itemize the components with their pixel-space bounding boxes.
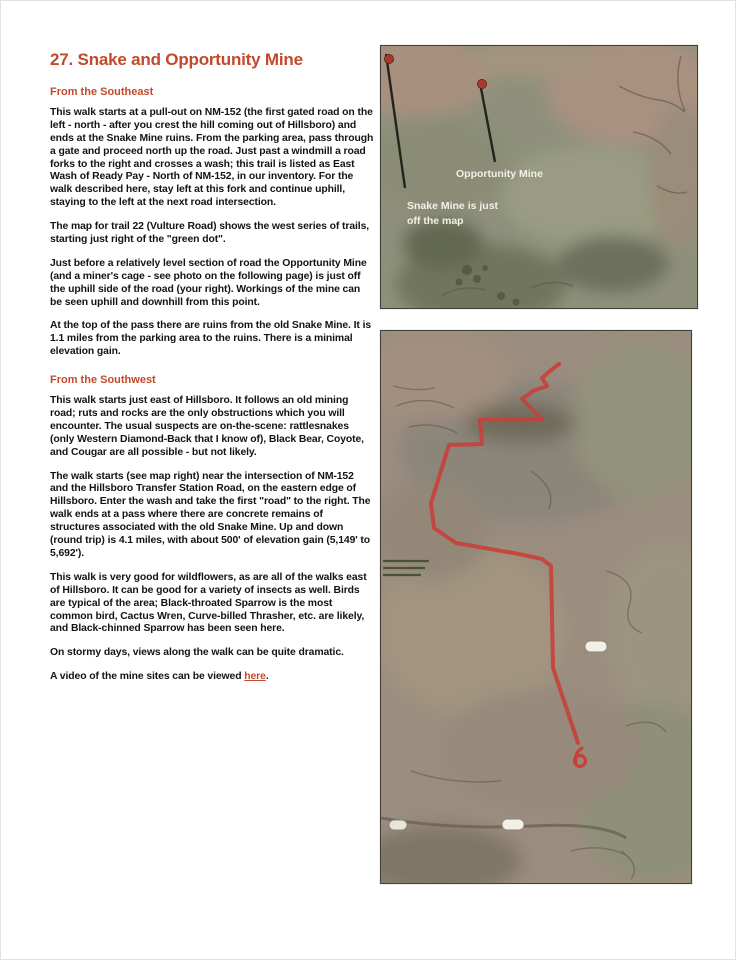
label-snake-mine-line2: off the map [407, 215, 464, 227]
heading-from-the-southwest: From the Southwest [50, 374, 156, 387]
paragraph-southeast-4: At the top of the pass there are ruins from the old Snake Mine. It is 1.1 miles from the parking area to the ruins. There is a minimal elevation gain. [50, 320, 372, 358]
trail-route-aerial-map [380, 330, 692, 884]
road-shield-icon [389, 820, 407, 830]
mine-locations-aerial-map [380, 45, 698, 309]
paragraph-southwest-4: On stormy days, views along the walk can be quite dramatic. [50, 647, 344, 659]
paragraph-southwest-1: This walk starts just east of Hillsboro. It follows an old mining road; ruts and rocks are the only obstructions which you will encounter. The usual suspects are on-the-scene: rattlesnakes (only Western Diamond-Back that I know of), Black Bear, Coyote, and Cougar are all possible - but not likely. [50, 395, 364, 458]
heading-from-the-southeast: From the Southeast [50, 86, 154, 98]
video-line [50, 671, 374, 684]
paragraph-southwest-3: This walk is very good for wildflowers, as are all of the walks east of Hillsboro. It can be good for a variety of insects as well. Birds are typical of the area; Black-throated Sparrow is the most common bird, Cactus Wren, Curve-billed Thrasher, etc. are likely, and Black-chinned Sparrow has been seen here. [50, 571, 367, 635]
label-snake-mine-line1: Snake Mine is just [407, 200, 499, 212]
trail-route-aerial-image [381, 331, 691, 883]
paragraph-southeast-3: Just before a relatively level section of road the Opportunity Mine (and a miner's cage - see photo on the following page) is just off the uphill side of the road (your right). Workings of the mine can be seen uphill and downhill from this point. [50, 257, 367, 308]
paragraph-southeast-1: This walk starts at a pull-out on NM-152 (the first gated road on the left - north - after you crest the hill coming out of Hillsboro) and ends at the Snake Mine ruins. From the parking area, pass through a gate and proceed north up the road. Just past a windmill a road forks to the right and crosses a wash; this trail is listed as East Wash of Ready Pay - North of NM-152, in our inventory. For the walk described here, stay left at this fork and continue uphill, staying to the left at the next road intersection. [50, 107, 374, 209]
paragraph-southwest-2: The walk starts (see map right) near the intersection of NM-152 and the Hillsboro Transfer Station Road, on the eastern edge of Hillsboro. Enter the wash and take the first "road" to the right. The walk ends at a pass where there are concrete remains of structures associated with the old Snake Mine. Up and down (round trip) is 4.1 miles, with about 500' of elevation gain (5,149' to 5,692'). [50, 470, 371, 559]
video-link[interactable]: here [244, 671, 266, 683]
mine-locations-aerial-image [381, 46, 697, 308]
page-title: 27. Snake and Opportunity Mine [50, 50, 303, 69]
label-opportunity-mine: Opportunity Mine [456, 168, 543, 180]
article-text-column [50, 50, 374, 695]
road-shield-icon [585, 641, 607, 652]
video-line-prefix: A video of the mine sites can be viewed [50, 671, 245, 683]
paragraph-southeast-2: The map for trail 22 (Vulture Road) shows the west series of trails, starting just right of the "green dot". [50, 221, 370, 246]
road-shield-icon [502, 819, 524, 830]
video-line-suffix: . [265, 671, 269, 683]
